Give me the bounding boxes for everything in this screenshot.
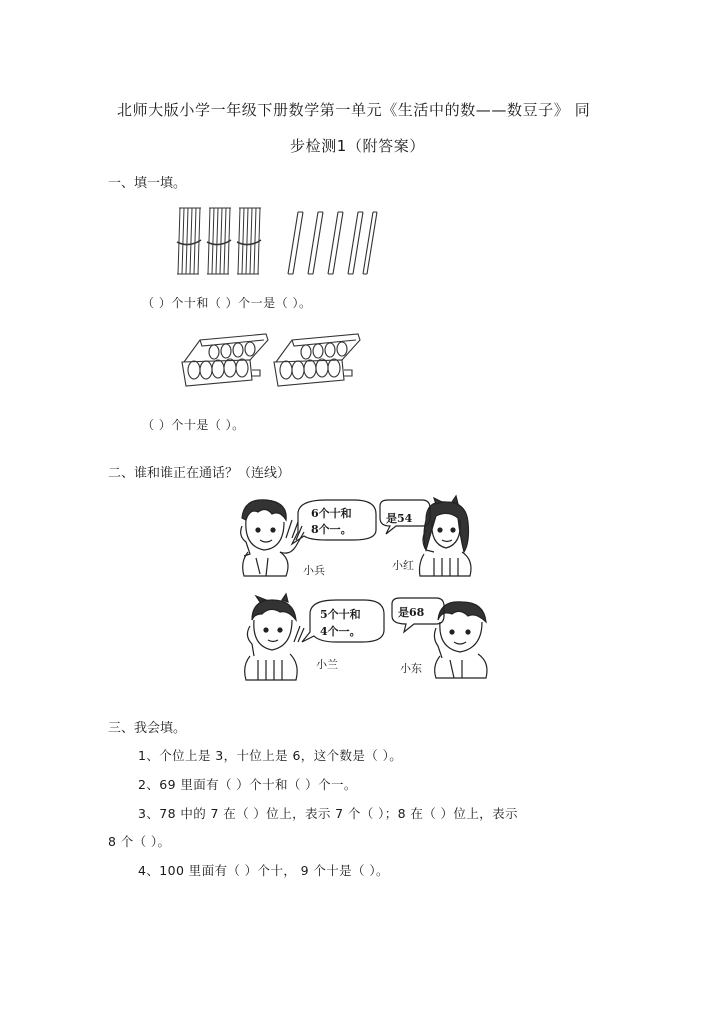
name-lan: 小兰	[316, 658, 338, 671]
question-2: 2、69 里面有（ ）个十和（ ）个一。	[138, 777, 357, 792]
name-hong: 小红	[392, 559, 414, 572]
bubble-lan-line1: 5个十和	[320, 608, 361, 621]
fill-blank-sticks: （ ）个十和（ ）个一是（ ）。	[142, 296, 312, 310]
bubble-hong: 是54	[386, 512, 413, 525]
section2-heading: 二、谁和谁正在通话？（连线）	[108, 466, 291, 481]
bubble-lan-line2: 4个一。	[320, 625, 361, 638]
egg-carton-icon	[180, 330, 362, 392]
page-title-line1: 北师大版小学一年级下册数学第一单元《生活中的数——数豆子》 同	[117, 101, 591, 119]
name-bing: 小兵	[303, 564, 325, 577]
single-stick-icon	[286, 210, 376, 278]
stick-bundle-icon	[176, 204, 276, 278]
phone-call-illustration	[236, 496, 496, 692]
bubble-bing-line1: 6个十和	[311, 507, 352, 520]
question-3-line1: 3、78 中的 7 在（ ）位上，表示 7 个（ ）；8 在（ ）位上，表示	[138, 806, 518, 821]
page-title-line2: 步检测1（附答案）	[290, 137, 425, 155]
bubble-dong: 是68	[398, 606, 425, 619]
section3-heading: 三、我会填。	[108, 721, 187, 736]
bubble-bing-line2: 8个一。	[311, 523, 352, 536]
fill-blank-eggs: （ ）个十是（ ）。	[142, 418, 245, 432]
section1-heading: 一、填一填。	[108, 176, 187, 191]
question-1: 1、个位上是 3，十位上是 6，这个数是（ ）。	[138, 748, 403, 763]
question-4: 4、100 里面有（ ）个十， 9 个十是（ ）。	[138, 863, 389, 878]
name-dong: 小东	[400, 662, 422, 675]
question-3-line2: 8 个（ ）。	[108, 834, 171, 849]
